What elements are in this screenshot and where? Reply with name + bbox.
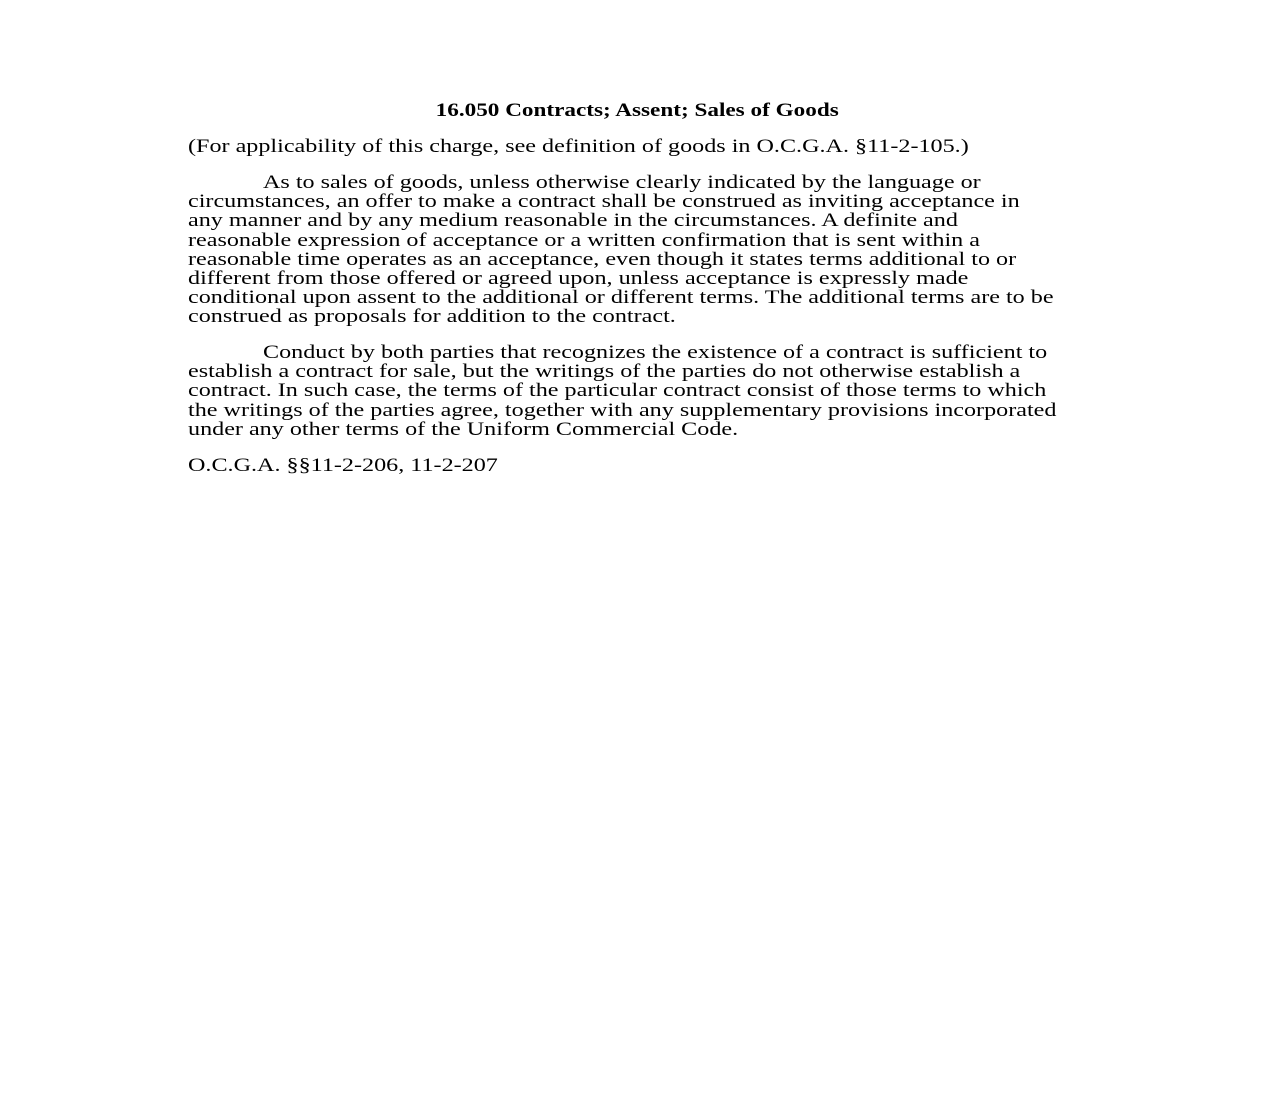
paragraph-2-line: Conduct by both parties that recognizes the existence of a contract is sufficient to <box>263 342 1048 363</box>
paragraph-1-line: As to sales of goods, unless otherwise clearly indicated by the language or <box>263 172 981 193</box>
title-text: 16.050 Contracts; Assent; Sales of Goods <box>435 100 840 121</box>
page-title <box>0 100 1275 122</box>
paragraph-2-line: contract. In such case, the terms of the particular contract consist of those terms to which <box>188 380 1047 401</box>
paragraph-1-line: different from those offered or agreed upon, unless acceptance is expressly made <box>188 268 969 289</box>
citation: O.C.G.A. §§11-2-206, 11-2-207 <box>188 455 498 476</box>
paragraph-1-line: reasonable expression of acceptance or a written confirmation that is sent within a <box>188 230 980 251</box>
paragraph-1-line: circumstances, an offer to make a contract shall be construed as inviting acceptance in <box>188 191 1020 212</box>
paragraph-1-line: reasonable time operates as an acceptance, even though it states terms additional to or <box>188 249 1017 270</box>
paragraph-2-line: the writings of the parties agree, together with any supplementary provisions incorporated <box>188 400 1057 421</box>
paragraph-2-line: establish a contract for sale, but the writings of the parties do not otherwise establish a <box>188 361 1021 382</box>
paragraph-1-line: conditional upon assent to the additional or different terms. The additional terms are to be <box>188 287 1054 308</box>
paragraph-1-line: construed as proposals for addition to the contract. <box>188 306 676 327</box>
paragraph-2-line: under any other terms of the Uniform Commercial Code. <box>188 419 739 440</box>
applicability-note: (For applicability of this charge, see definition of goods in O.C.G.A. §11-2-105.) <box>188 136 969 157</box>
paragraph-1-line: any manner and by any medium reasonable in the circumstances. A definite and <box>188 210 958 231</box>
